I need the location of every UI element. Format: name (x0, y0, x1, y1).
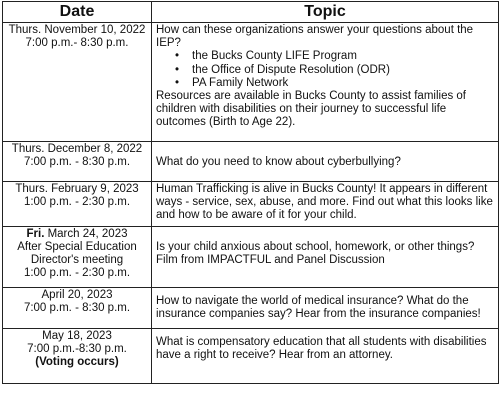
event-time: 7:00 p.m. - 8:30 p.m. (23, 156, 131, 168)
event-date (5, 228, 149, 241)
topic-cell (152, 288, 499, 329)
table-row (3, 227, 499, 288)
table-row (3, 288, 499, 329)
date-cell (3, 23, 152, 142)
event-date: Thurs. November 10, 2022 (8, 24, 146, 36)
event-note: (Voting occurs) (35, 356, 119, 368)
topic-text: Human Trafficking is alive in Bucks County! It appears in different ways - service, sex, abuse, and more. Find out what this looks like and how to be aware of it for your child. (156, 183, 493, 222)
event-time: 7:00 p.m.-8:30 p.m. (27, 343, 127, 355)
table-row (3, 182, 499, 227)
list-item: • PA Family Network (192, 77, 495, 90)
topic-text: How to navigate the world of medical insurance? What do the insurance companies say? Hear from the insurance companies! (156, 295, 481, 321)
table-row (3, 23, 499, 142)
event-date: Thurs. February 9, 2023 (15, 183, 139, 195)
event-time: 7:00 p.m.- 8:30 p.m. (25, 37, 129, 49)
event-date: Thurs. December 8, 2022 (11, 143, 143, 155)
event-date-rest: March 24, 2023 (44, 228, 128, 240)
header-row (3, 2, 499, 23)
schedule-table (2, 1, 499, 384)
topic-text: What do you need to know about cyberbullying? (156, 156, 401, 168)
event-time: 1:00 p.m. - 2:30 p.m. (23, 196, 131, 208)
topic-cell (152, 182, 499, 227)
event-date: April 20, 2023 (41, 289, 113, 301)
event-time: 7:00 p.m. - 8:30 p.m. (23, 302, 131, 314)
event-day: Fri. (26, 228, 45, 240)
topic-cell (152, 329, 499, 384)
list-item: • the Office of Dispute Resolution (ODR) (192, 64, 495, 77)
date-cell (3, 142, 152, 182)
date-cell (3, 288, 152, 329)
date-cell (3, 227, 152, 288)
topic-outro: Resources are available in Bucks County to assist families of children with disabilities on their journey to successful life outcomes (Birth to Age 22). (156, 90, 467, 129)
table-row (3, 329, 499, 384)
topic-text: Is your child anxious about school, homework, or other things? Film from IMPACTFUL and Panel Discussion (156, 241, 475, 267)
topic-cell (152, 227, 499, 288)
table-row (3, 142, 499, 182)
event-time: 1:00 p.m. - 2:30 p.m. (23, 267, 131, 279)
event-note: After Special Education (17, 241, 137, 253)
organization-list (156, 50, 495, 90)
topic-header: Topic (152, 2, 499, 23)
date-cell (3, 182, 152, 227)
topic-text: What is compensatory education that all students with disabilities have a right to receive? Hear from an attorney. (156, 336, 487, 362)
topic-cell (152, 23, 499, 142)
event-date: May 18, 2023 (42, 330, 112, 342)
topic-cell (152, 142, 499, 182)
topic-intro: How can these organizations answer your questions about the IEP? (156, 24, 474, 50)
date-header: Date (3, 2, 152, 23)
event-note: Director's meeting (30, 254, 124, 266)
list-item: • the Bucks County LIFE Program (192, 50, 495, 63)
date-cell (3, 329, 152, 384)
